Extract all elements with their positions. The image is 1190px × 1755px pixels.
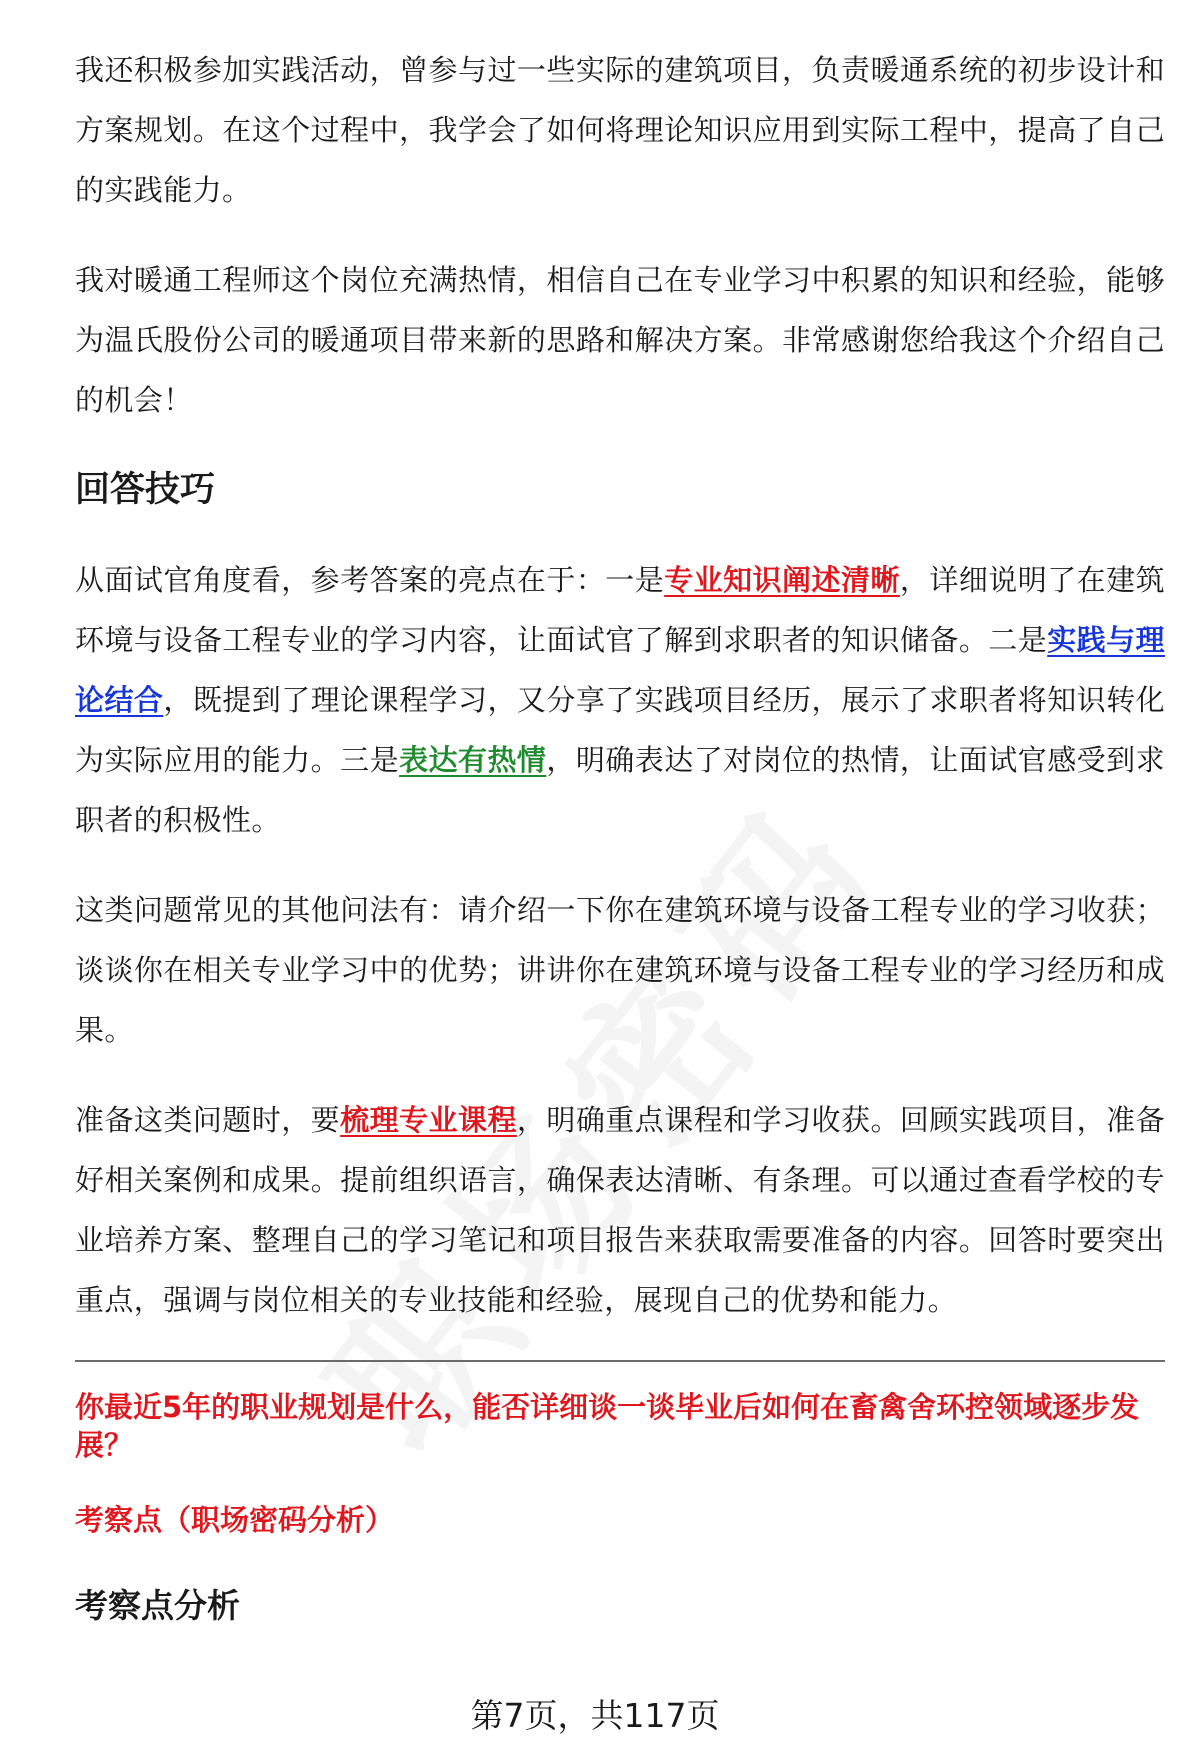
next-question-title: 你最近5年的职业规划是什么，能否详细谈一谈毕业后如何在畜禽舍环控领域逐步发展？ [75,1390,1140,1462]
text-run: ，明确表达了对岗位的热情，让面试官感受到求职者的积极性。 [75,743,1165,837]
text-run: 准备这类问题时，要 [75,1103,341,1137]
highlight-practice-theory: 实践与理论结合 [75,623,1166,717]
section-divider [75,1360,1165,1362]
next-question-subtitle: 考察点（职场密码分析） [75,1503,395,1537]
next-question-analysis-heading: 考察点分析 [75,1586,240,1625]
analysis-paragraph-highlights [75,550,1165,850]
text-run: ，详细说明了在建筑环境与设备工程专业的学习内容，让面试官了解到求职者的知识储备。二是 [75,563,1165,657]
highlight-knowledge: 专业知识阐述清晰 [664,563,900,597]
section-title-answer-tips: 回答技巧 [75,470,216,510]
page-footer: 第7页，共117页 [470,1696,720,1735]
document-page [75,40,1165,1628]
text-run: ，明确重点课程和学习收获。回顾实践项目，准备好相关案例和成果。提前组织语言，确保表达清晰、有条理。可以通过查看学校的专业培养方案、整理自己的学习笔记和项目报告来获取需要准备的内容。回答时要突出重点，强调与岗位相关的专业技能和经验，展现自己的优势和能力。 [75,1103,1165,1317]
highlight-course-review: 梳理专业课程 [340,1103,517,1137]
answer-paragraph-enthusiasm: 我对暖通工程师这个岗位充满热情，相信自己在专业学习中积累的知识和经验，能够为温氏股份公司的暖通项目带来新的思路和解决方案。非常感谢您给我这个介绍自己的机会！ [75,263,1165,417]
analysis-paragraph-preparation [75,1090,1165,1330]
text-run: ，既提到了理论课程学习，又分享了实践项目经历，展示了求职者将知识转化为实际应用的能力。三是 [75,683,1165,777]
text-run: 从面试官角度看，参考答案的亮点在于：一是 [75,563,665,597]
highlight-enthusiasm: 表达有热情 [399,743,547,777]
analysis-paragraph-variants: 这类问题常见的其他问法有：请介绍一下你在建筑环境与设备工程专业的学习收获；谈谈你在相关专业学习中的优势；讲讲你在建筑环境与设备工程专业的学习经历和成果。 [75,893,1165,1047]
answer-paragraph-practice: 我还积极参加实践活动，曾参与过一些实际的建筑项目，负责暖通系统的初步设计和方案规划。在这个过程中，我学会了如何将理论知识应用到实际工程中，提高了自己的实践能力。 [75,53,1165,207]
